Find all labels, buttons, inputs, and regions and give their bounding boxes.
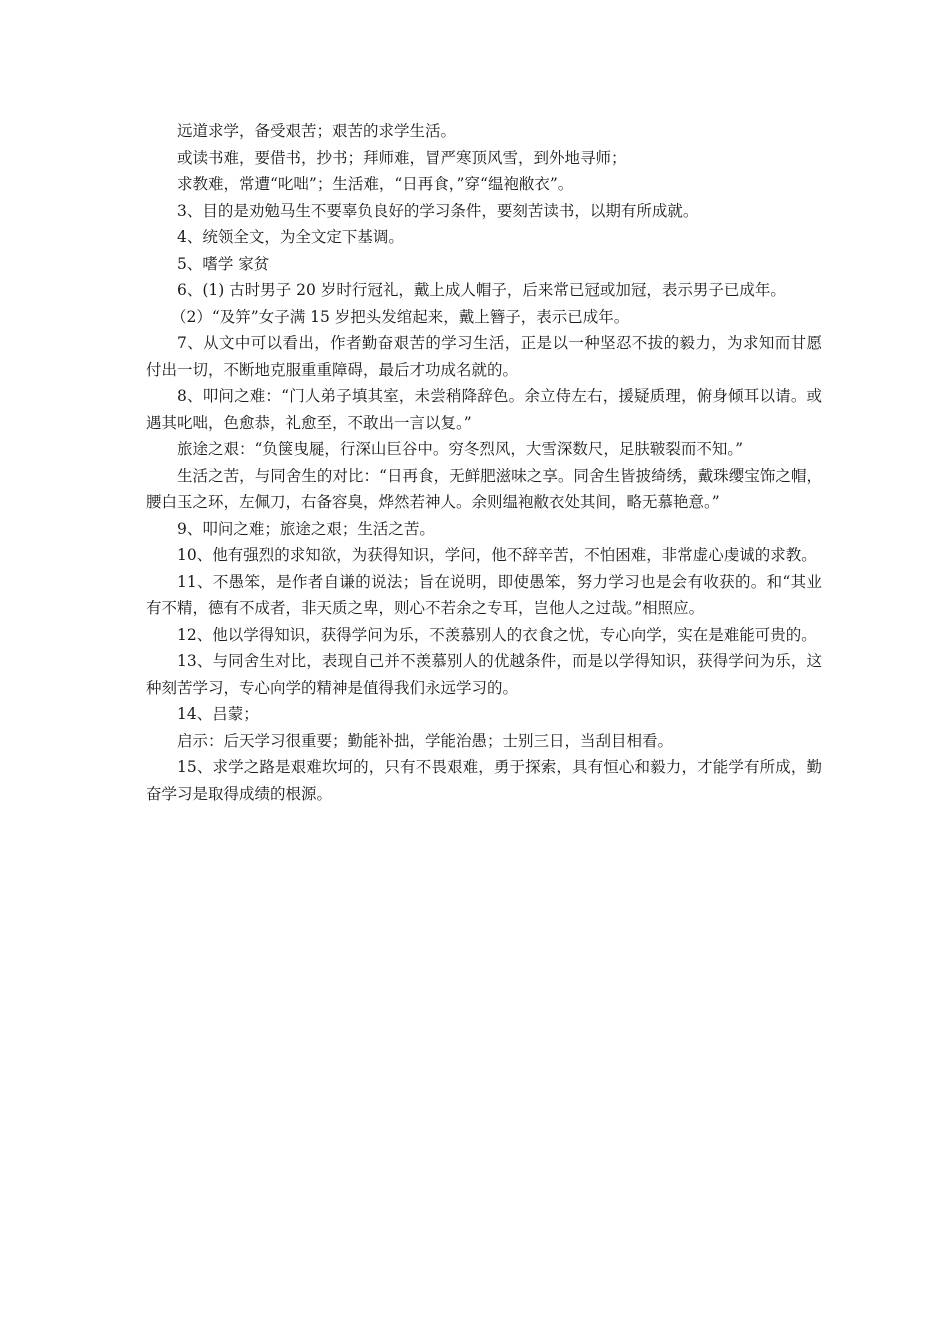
- answer-paragraph: 13、与同舍生对比，表现自己并不羡慕别人的优越条件，而是以学得知识，获得学问为乐，这种刻苦学习，专心向学的精神是值得我们永远学习的。: [146, 652, 822, 697]
- answer-paragraph: 12、他以学得知识，获得学问为乐，不羡慕别人的衣食之忧，专心向学，实在是难能可贵的。: [177, 625, 817, 644]
- answer-paragraph: 8、叩问之难：“门人弟子填其室，未尝稍降辞色。余立侍左右，援疑质理，俯身倾耳以请。或遇其叱咄，色愈恭，礼愈至，不敢出一言以复。”: [146, 387, 822, 432]
- answer-paragraph: 5、嗜学 家贫: [177, 254, 270, 273]
- answer-paragraph: （2）“及笄”女子满 15 岁把头发绾起来，戴上簪子，表示已成年。: [171, 307, 630, 326]
- answer-paragraph: 求教难，常遭“叱咄”；生活难，“日再食，”穿“缊袍敝衣”。: [177, 175, 574, 193]
- answer-paragraph: 10、他有强烈的求知欲，为获得知识，学问，他不辞辛苦，不怕困难，非常虚心虔诚的求教。: [177, 546, 817, 564]
- answer-paragraph: 9、叩问之难；旅途之艰；生活之苦。: [177, 519, 435, 538]
- answer-paragraph: 11、不愚笨，是作者自谦的说法；旨在说明，即使愚笨，努力学习也是会有收获的。和“其业有不精，德有不成者，非天质之卑，则心不若余之专耳，岂他人之过哉。”相照应。: [146, 572, 822, 617]
- document-body: [146, 118, 822, 807]
- answer-paragraph: 15、求学之路是艰难坎坷的，只有不畏艰难，勇于探索，具有恒心和毅力，才能学有所成，勤奋学习是取得成绩的根源。: [146, 758, 822, 803]
- answer-paragraph: 或读书难，要借书，抄书；拜师难，冒严寒顶风雪，到外地寻师；: [177, 148, 627, 167]
- answer-paragraph: 旅途之艰：“负箧曳屣，行深山巨谷中。穷冬烈风，大雪深数尺，足肤皲裂而不知。”: [177, 440, 744, 458]
- answer-paragraph: 生活之苦，与同舍生的对比：“日再食，无鲜肥滋味之享。同舍生皆披绮绣，戴珠缨宝饰之帽，腰白玉之环，左佩刀，右备容臭，烨然若神人。余则缊袍敝衣处其间，略无慕艳意。”: [146, 466, 822, 511]
- answer-paragraph: 远道求学，备受艰苦；艰苦的求学生活。: [177, 122, 457, 140]
- answer-paragraph: 6、(1) 古时男子 20 岁时行冠礼，戴上成人帽子，后来常已冠或加冠，表示男子已成年。: [177, 281, 786, 299]
- answer-paragraph: 3、目的是劝勉马生不要辜负良好的学习条件，要刻苦读书，以期有所成就。: [177, 201, 699, 220]
- answer-paragraph: 7、从文中可以看出，作者勤奋艰苦的学习生活，正是以一种坚忍不拔的毅力，为求知而甘愿付出一切，不断地克服重重障碍，最后才功成名就的。: [146, 334, 822, 379]
- answer-paragraph: 14、吕蒙；: [177, 705, 259, 723]
- answer-paragraph: 启示：后天学习很重要；勤能补拙，学能治愚；士别三日，当刮目相看。: [177, 731, 674, 750]
- answer-paragraph: 4、统领全文，为全文定下基调。: [177, 228, 404, 246]
